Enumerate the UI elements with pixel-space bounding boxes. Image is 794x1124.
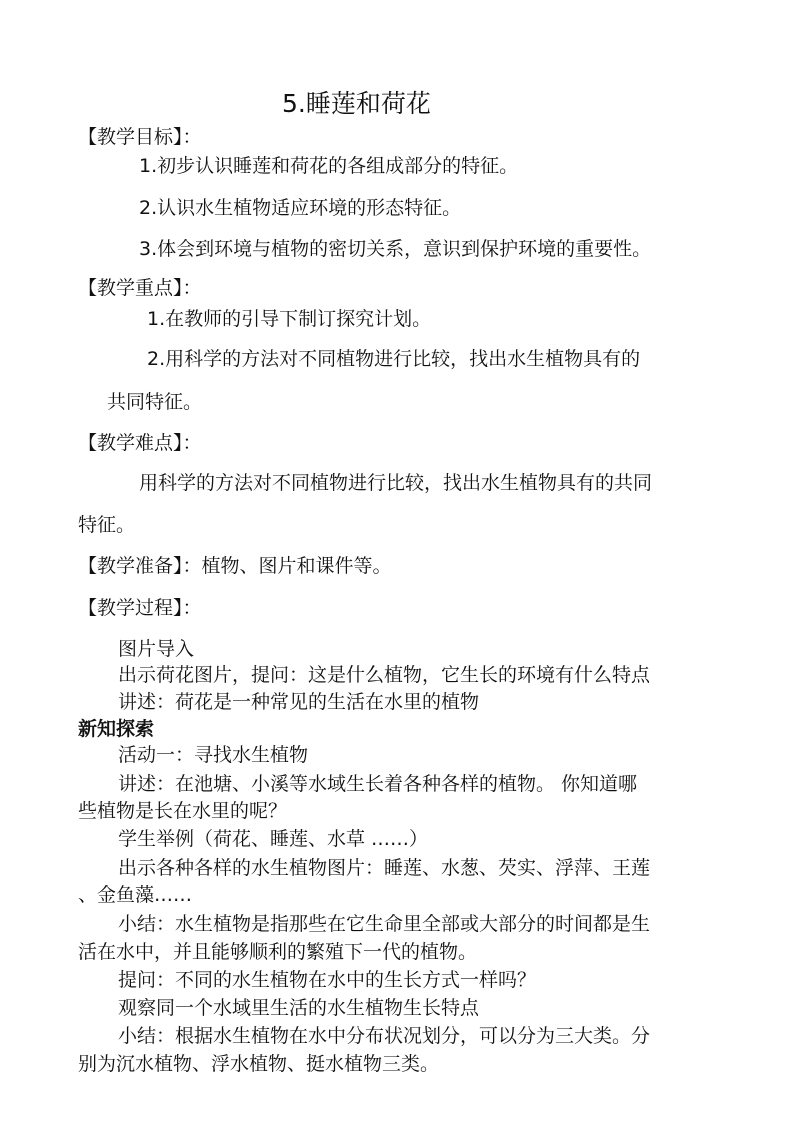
explore-line-8: 活在水中，并且能够顺利的繁殖下一代的植物。: [78, 941, 478, 963]
difficulties-heading: 【教学难点】：: [78, 432, 202, 454]
process-line-3: 讲述：荷花是一种常见的生活在水里的植物: [118, 691, 480, 713]
explore-line-1: 活动一：寻找水生植物: [118, 744, 309, 766]
process-line-2: 出示荷花图片，提问：这是什么植物，它生长的环境有什么特点: [118, 664, 651, 686]
explore-line-5: 出示各种各样的水生植物图片：睡莲、水葱、芡实、浮萍、王莲: [118, 857, 651, 879]
explore-line-2: 讲述：在池塘、小溪等水域生长着各种各样的植物。 你知道哪: [118, 773, 638, 795]
goals-heading: 【教学目标】：: [78, 126, 202, 148]
explore-heading: 新知探索: [78, 718, 155, 740]
key-points-heading: 【教学重点】：: [78, 277, 202, 299]
difficulties-line-1: 用科学的方法对不同植物进行比较，找出水生植物具有的共同: [139, 472, 653, 494]
page-title: 5.睡莲和荷花: [282, 89, 431, 118]
explore-line-12: 别为沉水植物、浮水植物、挺水植物三类。: [78, 1053, 440, 1075]
explore-line-6: 、金鱼藻……: [78, 884, 193, 906]
explore-line-3: 些植物是长在水里的呢？: [78, 800, 288, 822]
process-line-1: 图片导入: [118, 638, 195, 660]
explore-line-4: 学生举例（荷花、睡莲、水草 ……）: [118, 828, 429, 850]
explore-line-7: 小结：水生植物是指那些在它生命里全部或大部分的时间都是生: [118, 913, 651, 935]
goal-item-1: 1.初步认识睡莲和荷花的各组成部分的特征。: [139, 155, 519, 177]
process-heading: 【教学过程】：: [78, 597, 202, 619]
preparation-line: 【教学准备】：植物、图片和课件等。: [78, 555, 392, 577]
difficulties-line-2: 特征。: [78, 514, 136, 536]
key-point-item-1: 1.在教师的引导下制订探究计划。: [147, 308, 432, 330]
goal-item-3: 3.体会到环境与植物的密切关系，意识到保护环境的重要性。: [139, 238, 652, 260]
key-point-item-2-cont: 共同特征。: [107, 391, 203, 413]
explore-line-11: 小结：根据水生植物在水中分布状况划分，可以分为三大类。分: [118, 1025, 651, 1047]
explore-line-10: 观察同一个水域里生活的水生植物生长特点: [118, 997, 480, 1019]
goal-item-2: 2.认识水生植物适应环境的形态特征。: [139, 197, 462, 219]
explore-line-9: 提问：不同的水生植物在水中的生长方式一样吗？: [118, 969, 537, 991]
key-point-item-2: 2.用科学的方法对不同植物进行比较，找出水生植物具有的: [147, 348, 641, 370]
